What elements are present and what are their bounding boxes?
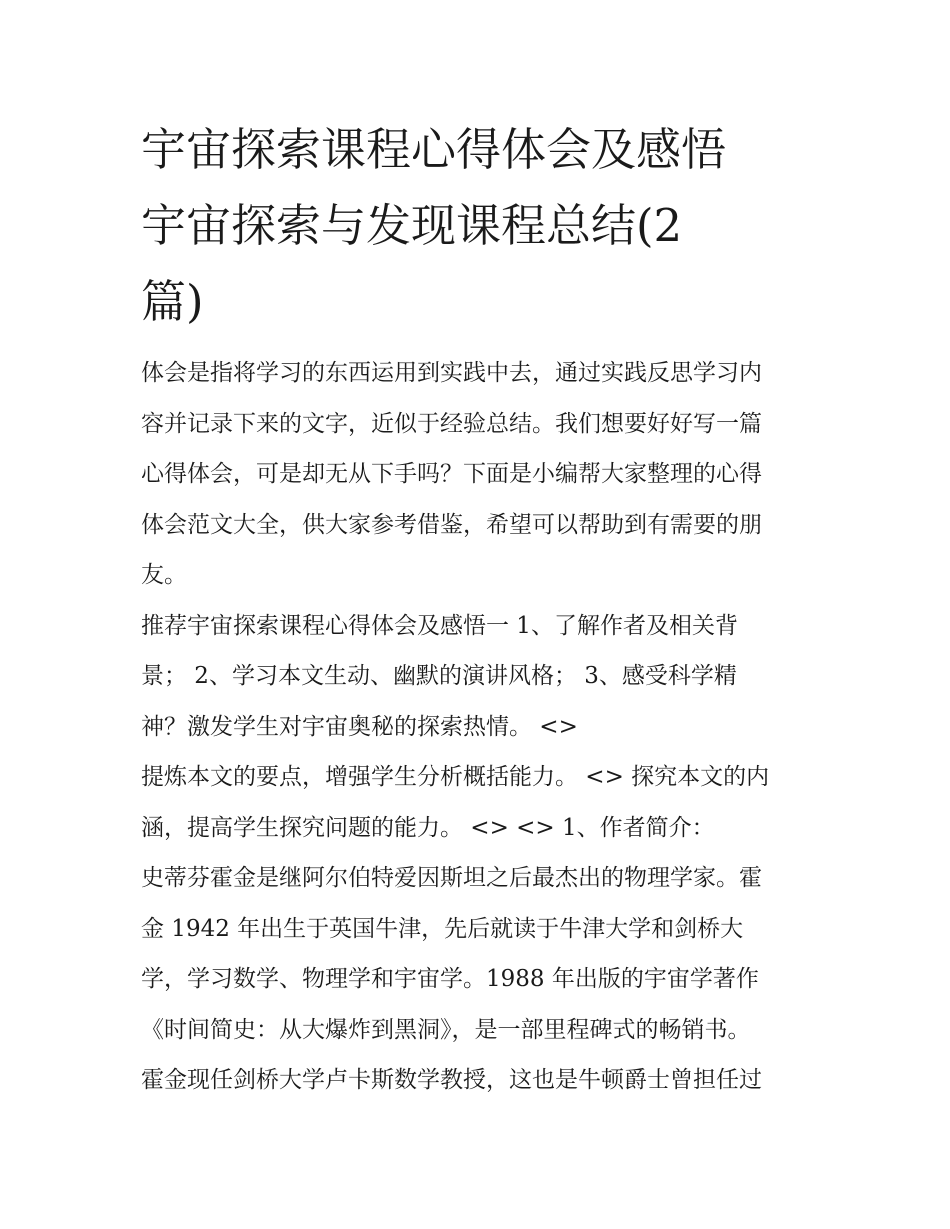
body-line: 霍金现任剑桥大学卢卡斯数学教授，这也是牛顿爵士曾担任过	[141, 1067, 762, 1093]
body-line: 友。	[141, 562, 187, 588]
document-page	[141, 112, 821, 1106]
body-line: 涵，提高学生探究问题的能力。 <> <> 1、作者简介：	[141, 814, 715, 841]
body-line: 心得体会，可是却无从下手吗？下面是小编帮大家整理的心得	[141, 461, 762, 487]
body-line: 提炼本文的要点，增强学生分析概括能力。 <> 探究本文的内	[141, 764, 770, 790]
body-line: 景； 2、学习本文生动、幽默的演讲风格； 3、感受科学精	[141, 663, 737, 689]
title-line: 宇宙探索与发现课程总结(2	[141, 199, 683, 252]
body-line: 神？激发学生对宇宙奥秘的探索热情。 <>	[141, 713, 578, 740]
body-line: 金 1942 年出生于英国牛津，先后就读于牛津大学和剑桥大	[141, 915, 744, 942]
title-line: 篇)	[141, 275, 204, 328]
body-line: 推荐宇宙探索课程心得体会及感悟一 1、了解作者及相关背	[141, 612, 738, 639]
body-line: 学，学习数学、物理学和宇宙学。1988 年出版的宇宙学著作	[141, 966, 759, 992]
document-title	[141, 112, 821, 340]
body-line: 体会范文大全，供大家参考借鉴，希望可以帮助到有需要的朋	[141, 511, 762, 538]
title-line: 宇宙探索课程心得体会及感悟	[141, 123, 727, 176]
body-line: 史蒂芬霍金是继阿尔伯特爱因斯坦之后最杰出的物理学家。霍	[141, 865, 762, 891]
body-line: 《时间简史：从大爆炸到黑洞》，是一部里程碑式的畅销书。	[141, 1016, 751, 1043]
body-line: 容并记录下来的文字，近似于经验总结。我们想要好好写一篇	[141, 410, 762, 437]
body-line: 体会是指将学习的东西运用到实践中去，通过实践反思学习内	[141, 360, 762, 386]
document-body	[141, 348, 821, 1106]
